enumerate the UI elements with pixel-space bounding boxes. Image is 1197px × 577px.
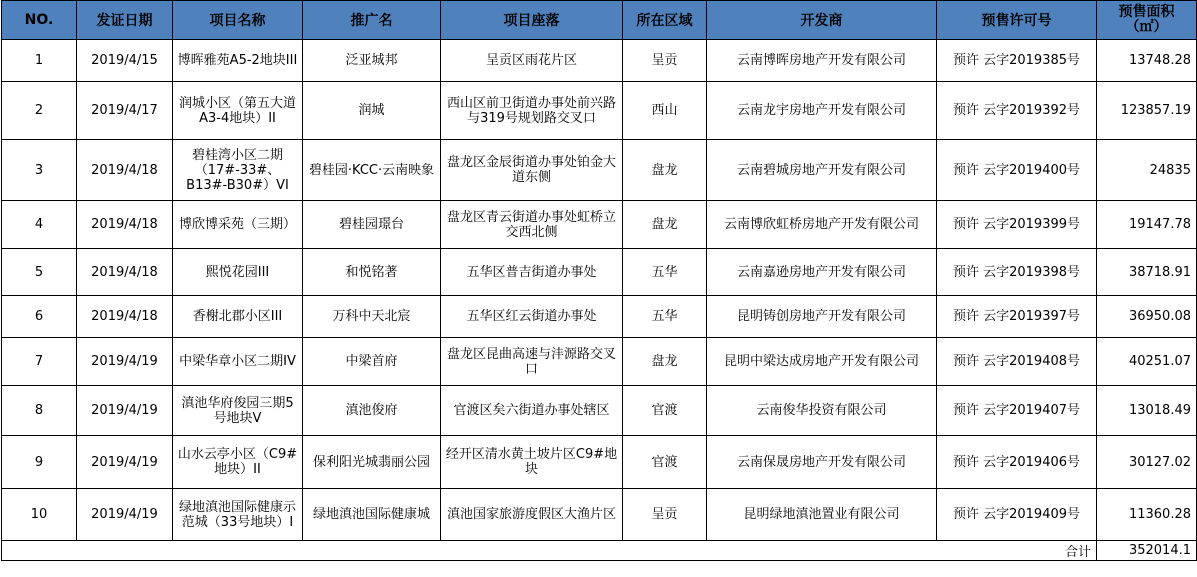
cell-permit: 预许 云字2019398号 [937, 249, 1097, 296]
table-row [2, 140, 1197, 201]
cell-date: 2019/4/19 [77, 386, 173, 436]
cell-district: 盘龙 [623, 201, 707, 249]
cell-location: 呈贡区雨花片区 [441, 40, 623, 82]
cell-district: 西山 [623, 82, 707, 140]
header-name: 项目名称 [173, 1, 303, 40]
cell-district: 盘龙 [623, 140, 707, 201]
cell-date: 2019/4/18 [77, 140, 173, 201]
cell-district: 五华 [623, 249, 707, 296]
cell-promo-name: 中梁首府 [303, 338, 441, 386]
cell-no: 8 [2, 386, 77, 436]
cell-project-name: 碧桂湾小区二期（17#-33#、B13#-B30#）VI [173, 140, 303, 201]
cell-project-name: 绿地滇池国际健康示范城（33号地块）I [173, 489, 303, 541]
cell-promo-name: 万科中天北宸 [303, 296, 441, 338]
cell-promo-name: 保利阳光城翡丽公园 [303, 436, 441, 489]
header-district: 所在区域 [623, 1, 707, 40]
cell-location: 盘龙区昆曲高速与沣源路交叉口 [441, 338, 623, 386]
cell-district: 呈贡 [623, 489, 707, 541]
cell-no: 2 [2, 82, 77, 140]
header-area-line2: （㎡） [1125, 19, 1168, 35]
cell-area: 38718.91 [1097, 249, 1197, 296]
cell-no: 1 [2, 40, 77, 82]
header-developer: 开发商 [707, 1, 937, 40]
cell-project-name: 润城小区（第五大道A3-4地块）II [173, 82, 303, 140]
cell-permit: 预许 云字2019397号 [937, 296, 1097, 338]
cell-no: 3 [2, 140, 77, 201]
cell-permit: 预许 云字2019392号 [937, 82, 1097, 140]
cell-location: 盘龙区青云街道办事处虹桥立交西北侧 [441, 201, 623, 249]
header-area [1097, 1, 1197, 40]
cell-developer: 昆明中梁达成房地产开发有限公司 [707, 338, 937, 386]
table-row [2, 40, 1197, 82]
cell-no: 5 [2, 249, 77, 296]
cell-area: 11360.28 [1097, 489, 1197, 541]
total-spacer [2, 541, 937, 561]
header-date: 发证日期 [77, 1, 173, 40]
presale-permit-table [1, 0, 1197, 561]
cell-project-name: 熙悦花园III [173, 249, 303, 296]
cell-no: 7 [2, 338, 77, 386]
cell-area: 13018.49 [1097, 386, 1197, 436]
cell-permit: 预许 云字2019409号 [937, 489, 1097, 541]
cell-developer: 云南博欣虹桥房地产开发有限公司 [707, 201, 937, 249]
cell-project-name: 山水云亭小区（C9#地块）II [173, 436, 303, 489]
cell-no: 6 [2, 296, 77, 338]
cell-promo-name: 碧桂园·KCC·云南映象 [303, 140, 441, 201]
cell-developer: 云南嘉逊房地产开发有限公司 [707, 249, 937, 296]
table-row [2, 489, 1197, 541]
cell-developer: 云南保晟房地产开发有限公司 [707, 436, 937, 489]
cell-project-name: 滇池华府俊园三期5号地块V [173, 386, 303, 436]
header-promo: 推广名 [303, 1, 441, 40]
cell-area: 13748.28 [1097, 40, 1197, 82]
cell-date: 2019/4/15 [77, 40, 173, 82]
cell-district: 五华 [623, 296, 707, 338]
total-value: 352014.1 [1097, 541, 1197, 561]
cell-project-name: 博欣博采苑（三期） [173, 201, 303, 249]
cell-district: 官渡 [623, 436, 707, 489]
cell-promo-name: 润城 [303, 82, 441, 140]
header-area-line1: 预售面积 [1118, 4, 1175, 20]
cell-location: 官渡区矣六街道办事处辖区 [441, 386, 623, 436]
cell-permit: 预许 云字2019399号 [937, 201, 1097, 249]
cell-promo-name: 和悦铭著 [303, 249, 441, 296]
cell-project-name: 香榭北郡小区III [173, 296, 303, 338]
cell-area: 123857.19 [1097, 82, 1197, 140]
cell-developer: 云南碧城房地产开发有限公司 [707, 140, 937, 201]
cell-no: 10 [2, 489, 77, 541]
table-row [2, 82, 1197, 140]
cell-district: 官渡 [623, 386, 707, 436]
cell-area: 24835 [1097, 140, 1197, 201]
cell-no: 4 [2, 201, 77, 249]
cell-no: 9 [2, 436, 77, 489]
header-permit: 预售许可号 [937, 1, 1097, 40]
cell-date: 2019/4/19 [77, 436, 173, 489]
total-label: 合计 [937, 541, 1097, 561]
cell-promo-name: 泛亚城邦 [303, 40, 441, 82]
cell-developer: 昆明铸创房地产开发有限公司 [707, 296, 937, 338]
table-row [2, 386, 1197, 436]
table-row [2, 338, 1197, 386]
cell-developer: 云南俊华投资有限公司 [707, 386, 937, 436]
total-row [2, 541, 1197, 561]
table-row [2, 296, 1197, 338]
cell-permit: 预许 云字2019400号 [937, 140, 1097, 201]
table-row [2, 436, 1197, 489]
cell-date: 2019/4/17 [77, 82, 173, 140]
cell-date: 2019/4/18 [77, 201, 173, 249]
cell-promo-name: 绿地滇池国际健康城 [303, 489, 441, 541]
cell-permit: 预许 云字2019407号 [937, 386, 1097, 436]
cell-district: 盘龙 [623, 338, 707, 386]
cell-location: 西山区前卫街道办事处前兴路与319号规划路交叉口 [441, 82, 623, 140]
cell-developer: 云南博晖房地产开发有限公司 [707, 40, 937, 82]
cell-developer: 云南龙宇房地产开发有限公司 [707, 82, 937, 140]
header-row [2, 1, 1197, 40]
cell-area: 36950.08 [1097, 296, 1197, 338]
cell-location: 五华区普吉街道办事处 [441, 249, 623, 296]
cell-area: 30127.02 [1097, 436, 1197, 489]
cell-date: 2019/4/19 [77, 338, 173, 386]
cell-permit: 预许 云字2019385号 [937, 40, 1097, 82]
table-row [2, 249, 1197, 296]
cell-permit: 预许 云字2019408号 [937, 338, 1097, 386]
cell-location: 五华区红云街道办事处 [441, 296, 623, 338]
cell-location: 经开区清水黄土坡片区C9#地块 [441, 436, 623, 489]
cell-location: 盘龙区金辰街道办事处铂金大道东侧 [441, 140, 623, 201]
header-no: NO. [2, 1, 77, 40]
cell-date: 2019/4/18 [77, 249, 173, 296]
cell-permit: 预许 云字2019406号 [937, 436, 1097, 489]
cell-project-name: 中梁华章小区二期IV [173, 338, 303, 386]
cell-promo-name: 碧桂园璟台 [303, 201, 441, 249]
header-location: 项目座落 [441, 1, 623, 40]
cell-promo-name: 滇池俊府 [303, 386, 441, 436]
cell-date: 2019/4/19 [77, 489, 173, 541]
cell-date: 2019/4/18 [77, 296, 173, 338]
cell-location: 滇池国家旅游度假区大渔片区 [441, 489, 623, 541]
cell-district: 呈贡 [623, 40, 707, 82]
cell-area: 40251.07 [1097, 338, 1197, 386]
cell-project-name: 博晖雅苑A5-2地块III [173, 40, 303, 82]
cell-area: 19147.78 [1097, 201, 1197, 249]
table-row [2, 201, 1197, 249]
cell-developer: 昆明绿地滇池置业有限公司 [707, 489, 937, 541]
